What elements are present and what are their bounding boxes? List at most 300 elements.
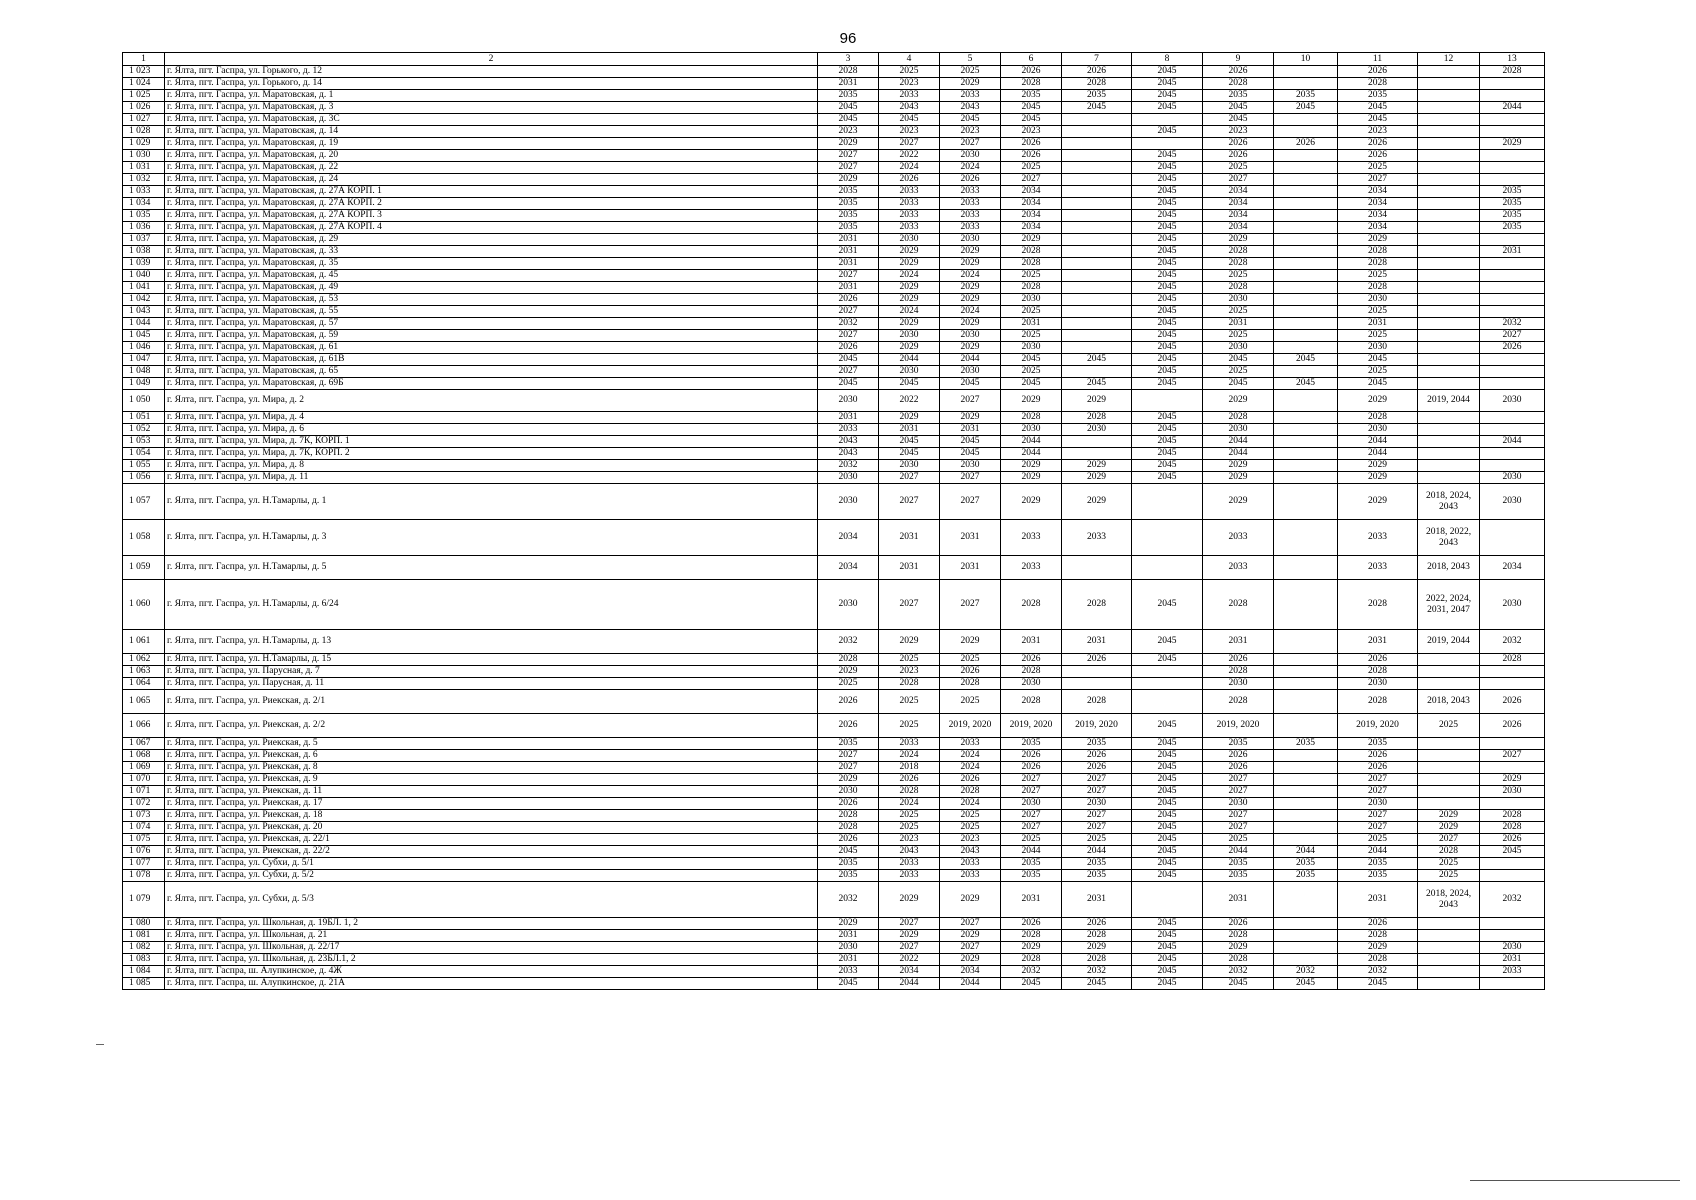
column-header: 9	[1203, 53, 1274, 66]
year-cell	[1274, 210, 1338, 222]
address-cell: г. Ялта, пгт. Гаспра, ул. Маратовская, д. 27А КОРП. 4	[165, 222, 818, 234]
year-cell: 2033	[879, 858, 940, 870]
year-cell	[1274, 750, 1338, 762]
column-header: 12	[1418, 53, 1480, 66]
year-cell: 2029	[940, 412, 1001, 424]
year-cell: 2028	[1062, 690, 1132, 714]
year-cell: 2030	[818, 472, 879, 484]
address-cell: г. Ялта, пгт. Гаспра, ул. Маратовская, д. 55	[165, 306, 818, 318]
year-cell: 2026	[1480, 714, 1545, 738]
year-cell	[1418, 234, 1480, 246]
year-cell	[1480, 126, 1545, 138]
year-cell: 2045	[1274, 354, 1338, 366]
row-number-cell: 1 065	[123, 690, 165, 714]
year-cell: 2023	[879, 126, 940, 138]
year-cell	[1274, 174, 1338, 186]
column-header: 5	[940, 53, 1001, 66]
year-cell: 2030	[940, 234, 1001, 246]
year-cell: 2045	[1338, 378, 1418, 390]
year-cell: 2044	[879, 978, 940, 990]
table-row	[123, 150, 1545, 162]
year-cell: 2027	[1203, 786, 1274, 798]
year-cell	[1274, 460, 1338, 472]
year-cell	[1062, 186, 1132, 198]
year-cell: 2028	[879, 786, 940, 798]
year-cell: 2043	[940, 846, 1001, 858]
year-cell: 2029	[879, 412, 940, 424]
year-cell: 2028	[1203, 246, 1274, 258]
year-cell: 2029	[1203, 234, 1274, 246]
year-cell: 2045	[1338, 354, 1418, 366]
year-cell	[1480, 918, 1545, 930]
year-cell: 2029	[940, 930, 1001, 942]
year-cell: 2025	[940, 822, 1001, 834]
year-cell: 2030	[1203, 294, 1274, 306]
row-number-cell: 1 039	[123, 258, 165, 270]
row-number-cell: 1 048	[123, 366, 165, 378]
year-cell: 2030	[818, 390, 879, 412]
table-row	[123, 222, 1545, 234]
year-cell	[1418, 186, 1480, 198]
year-cell: 2018, 2024, 2043	[1418, 882, 1480, 918]
year-cell	[1418, 138, 1480, 150]
year-cell: 2031	[818, 78, 879, 90]
year-cell: 2027	[1001, 810, 1062, 822]
year-cell: 2026	[1480, 690, 1545, 714]
year-cell: 2045	[1274, 978, 1338, 990]
address-cell: г. Ялта, пгт. Гаспра, ул. Риекская, д. 20	[165, 822, 818, 834]
year-cell: 2025	[818, 678, 879, 690]
year-cell	[1480, 448, 1545, 460]
year-cell: 2027	[940, 580, 1001, 630]
year-cell: 2030	[818, 786, 879, 798]
year-cell: 2035	[1062, 738, 1132, 750]
year-cell	[1274, 222, 1338, 234]
year-cell: 2031	[1480, 246, 1545, 258]
year-cell: 2033	[879, 186, 940, 198]
year-cell	[1480, 174, 1545, 186]
header-row	[123, 53, 1545, 66]
table-row	[123, 270, 1545, 282]
row-number-cell: 1 075	[123, 834, 165, 846]
year-cell: 2026	[940, 774, 1001, 786]
year-cell: 2029	[1203, 460, 1274, 472]
year-cell: 2025	[1001, 306, 1062, 318]
row-number-cell: 1 072	[123, 798, 165, 810]
year-cell: 2044	[1338, 436, 1418, 448]
table-row	[123, 138, 1545, 150]
year-cell: 2032	[818, 318, 879, 330]
year-cell: 2027	[940, 484, 1001, 520]
year-cell: 2044	[1338, 846, 1418, 858]
year-cell: 2022	[879, 150, 940, 162]
year-cell: 2045	[1132, 306, 1203, 318]
year-cell: 2045	[1132, 834, 1203, 846]
year-cell	[1062, 342, 1132, 354]
year-cell: 2033	[940, 858, 1001, 870]
address-cell: г. Ялта, пгт. Гаспра, ул. Маратовская, д. 1	[165, 90, 818, 102]
year-cell: 2028	[1480, 66, 1545, 78]
table-row	[123, 114, 1545, 126]
year-cell: 2033	[879, 738, 940, 750]
year-cell: 2031	[1001, 318, 1062, 330]
year-cell: 2045	[1132, 126, 1203, 138]
year-cell: 2026	[1338, 750, 1418, 762]
year-cell	[1480, 858, 1545, 870]
row-number-cell: 1 082	[123, 942, 165, 954]
year-cell	[1274, 424, 1338, 436]
year-cell: 2035	[818, 198, 879, 210]
year-cell: 2045	[1132, 258, 1203, 270]
year-cell: 2027	[879, 138, 940, 150]
year-cell: 2031	[818, 258, 879, 270]
year-cell: 2035	[1480, 210, 1545, 222]
year-cell: 2045	[1132, 978, 1203, 990]
year-cell: 2034	[1001, 198, 1062, 210]
year-cell	[1418, 162, 1480, 174]
address-cell: г. Ялта, пгт. Гаспра, ул. Субхи, д. 5/2	[165, 870, 818, 882]
year-cell: 2045	[1132, 448, 1203, 460]
year-cell: 2031	[1203, 318, 1274, 330]
address-cell: г. Ялта, пгт. Гаспра, ул. Мира, д. 8	[165, 460, 818, 472]
year-cell: 2032	[1001, 966, 1062, 978]
year-cell	[1274, 150, 1338, 162]
address-cell: г. Ялта, пгт. Гаспра, ул. Н.Тамарлы, д. 1	[165, 484, 818, 520]
year-cell: 2027	[1001, 774, 1062, 786]
year-cell: 2045	[1203, 378, 1274, 390]
year-cell	[1062, 150, 1132, 162]
year-cell: 2045	[1132, 246, 1203, 258]
year-cell: 2045	[1203, 114, 1274, 126]
year-cell: 2027	[1338, 174, 1418, 186]
year-cell: 2028	[818, 654, 879, 666]
year-cell: 2030	[1062, 424, 1132, 436]
year-cell: 2045	[1132, 318, 1203, 330]
year-cell: 2027	[818, 270, 879, 282]
year-cell	[1062, 234, 1132, 246]
year-cell: 2031	[1480, 954, 1545, 966]
row-number-cell: 1 083	[123, 954, 165, 966]
year-cell	[1418, 90, 1480, 102]
year-cell: 2027	[879, 472, 940, 484]
row-number-cell: 1 073	[123, 810, 165, 822]
year-cell: 2030	[1480, 942, 1545, 954]
table-row	[123, 750, 1545, 762]
year-cell: 2025	[1338, 306, 1418, 318]
column-header: 1	[123, 53, 165, 66]
year-cell: 2031	[1338, 318, 1418, 330]
row-number-cell: 1 080	[123, 918, 165, 930]
year-cell: 2026	[1338, 762, 1418, 774]
table-row	[123, 186, 1545, 198]
year-cell	[1274, 318, 1338, 330]
table-body	[123, 66, 1545, 990]
year-cell	[1274, 774, 1338, 786]
year-cell: 2044	[1001, 436, 1062, 448]
table-row	[123, 630, 1545, 654]
year-cell	[1062, 678, 1132, 690]
year-cell: 2045	[1132, 162, 1203, 174]
row-number-cell: 1 076	[123, 846, 165, 858]
year-cell: 2030	[1203, 342, 1274, 354]
row-number-cell: 1 043	[123, 306, 165, 318]
year-cell: 2045	[940, 448, 1001, 460]
year-cell: 2045	[1062, 354, 1132, 366]
year-cell: 2045	[1132, 846, 1203, 858]
year-cell	[1274, 78, 1338, 90]
year-cell: 2025	[1418, 858, 1480, 870]
year-cell: 2026	[1203, 150, 1274, 162]
table-row	[123, 930, 1545, 942]
year-cell: 2031	[940, 424, 1001, 436]
row-number-cell: 1 063	[123, 666, 165, 678]
year-cell: 2035	[1203, 738, 1274, 750]
year-cell: 2033	[1338, 520, 1418, 556]
year-cell	[1274, 556, 1338, 580]
year-cell: 2044	[1001, 448, 1062, 460]
address-cell: г. Ялта, пгт. Гаспра, ш. Алупкинское, д. 21А	[165, 978, 818, 990]
year-cell: 2045	[940, 436, 1001, 448]
row-number-cell: 1 025	[123, 90, 165, 102]
table-row	[123, 798, 1545, 810]
year-cell: 2028	[1203, 258, 1274, 270]
year-cell	[1274, 282, 1338, 294]
year-cell: 2033	[879, 198, 940, 210]
year-cell: 2027	[1062, 810, 1132, 822]
year-cell: 2029	[1062, 942, 1132, 954]
year-cell: 2028	[1338, 690, 1418, 714]
year-cell: 2033	[1338, 556, 1418, 580]
year-cell: 2027	[818, 330, 879, 342]
year-cell: 2024	[879, 798, 940, 810]
year-cell	[1418, 786, 1480, 798]
year-cell: 2031	[940, 556, 1001, 580]
year-cell	[1418, 762, 1480, 774]
year-cell: 2033	[1480, 966, 1545, 978]
year-cell: 2028	[1203, 412, 1274, 424]
year-cell: 2025	[879, 690, 940, 714]
year-cell: 2019, 2020	[1203, 714, 1274, 738]
year-cell: 2031	[1338, 630, 1418, 654]
table-row	[123, 882, 1545, 918]
year-cell: 2028	[1001, 412, 1062, 424]
year-cell: 2033	[818, 966, 879, 978]
row-number-cell: 1 038	[123, 246, 165, 258]
year-cell: 2031	[879, 520, 940, 556]
year-cell: 2028	[1338, 666, 1418, 678]
year-cell: 2030	[879, 366, 940, 378]
year-cell: 2035	[818, 738, 879, 750]
table-row	[123, 330, 1545, 342]
year-cell: 2026	[818, 342, 879, 354]
year-cell	[1418, 448, 1480, 460]
year-cell: 2027	[1338, 822, 1418, 834]
year-cell	[1062, 114, 1132, 126]
year-cell	[1274, 630, 1338, 654]
year-cell	[1274, 330, 1338, 342]
year-cell: 2033	[1001, 520, 1062, 556]
year-cell: 2026	[1001, 762, 1062, 774]
year-cell	[1274, 690, 1338, 714]
year-cell: 2028	[1062, 78, 1132, 90]
year-cell	[1480, 294, 1545, 306]
year-cell: 2025	[1203, 366, 1274, 378]
year-cell	[1418, 366, 1480, 378]
year-cell: 2033	[940, 222, 1001, 234]
year-cell: 2033	[940, 198, 1001, 210]
year-cell: 2034	[940, 966, 1001, 978]
year-cell	[1418, 424, 1480, 436]
year-cell	[1062, 198, 1132, 210]
year-cell: 2045	[1132, 366, 1203, 378]
row-number-cell: 1 026	[123, 102, 165, 114]
row-number-cell: 1 023	[123, 66, 165, 78]
address-cell: г. Ялта, пгт. Гаспра, ул. Маратовская, д. 3	[165, 102, 818, 114]
year-cell	[1418, 330, 1480, 342]
year-cell: 2018	[879, 762, 940, 774]
year-cell: 2045	[1001, 114, 1062, 126]
row-number-cell: 1 057	[123, 484, 165, 520]
table-row	[123, 102, 1545, 114]
year-cell: 2045	[1062, 102, 1132, 114]
year-cell: 2045	[1132, 294, 1203, 306]
year-cell: 2027	[1203, 822, 1274, 834]
year-cell: 2018, 2022, 2043	[1418, 520, 1480, 556]
year-cell: 2027	[1062, 786, 1132, 798]
year-cell	[1418, 246, 1480, 258]
address-cell: г. Ялта, пгт. Гаспра, ул. Маратовская, д. 61В	[165, 354, 818, 366]
year-cell	[1480, 234, 1545, 246]
year-cell: 2035	[1338, 858, 1418, 870]
address-cell: г. Ялта, пгт. Гаспра, ул. Маратовская, д. 24	[165, 174, 818, 186]
year-cell: 2028	[1480, 810, 1545, 822]
year-cell: 2032	[818, 882, 879, 918]
year-cell: 2030	[1480, 484, 1545, 520]
year-cell: 2043	[879, 102, 940, 114]
year-cell	[1274, 366, 1338, 378]
year-cell	[1480, 762, 1545, 774]
year-cell	[1418, 294, 1480, 306]
year-cell	[1418, 342, 1480, 354]
row-number-cell: 1 041	[123, 282, 165, 294]
year-cell: 2045	[1132, 750, 1203, 762]
year-cell	[1480, 424, 1545, 436]
address-cell: г. Ялта, пгт. Гаспра, ул. Маратовская, д. 61	[165, 342, 818, 354]
address-cell: г. Ялта, пгт. Гаспра, ул. Н.Тамарлы, д. 15	[165, 654, 818, 666]
year-cell	[1132, 114, 1203, 126]
year-cell	[1480, 460, 1545, 472]
year-cell	[1062, 126, 1132, 138]
year-cell	[1418, 210, 1480, 222]
year-cell: 2025	[879, 66, 940, 78]
year-cell: 2028	[1480, 822, 1545, 834]
year-cell: 2027	[1338, 810, 1418, 822]
year-cell	[1062, 246, 1132, 258]
year-cell: 2028	[1062, 412, 1132, 424]
year-cell: 2044	[879, 354, 940, 366]
year-cell: 2045	[1338, 102, 1418, 114]
year-cell	[1274, 186, 1338, 198]
year-cell: 2030	[1480, 580, 1545, 630]
year-cell: 2027	[1062, 774, 1132, 786]
year-cell: 2045	[1132, 580, 1203, 630]
year-cell: 2035	[1274, 738, 1338, 750]
year-cell: 2030	[818, 580, 879, 630]
year-cell: 2045	[1132, 858, 1203, 870]
year-cell: 2029	[1203, 472, 1274, 484]
table-row	[123, 234, 1545, 246]
year-cell: 2027	[818, 366, 879, 378]
table-row	[123, 520, 1545, 556]
table-row	[123, 390, 1545, 412]
row-number-cell: 1 033	[123, 186, 165, 198]
year-cell: 2029	[1001, 390, 1062, 412]
year-cell: 2030	[940, 460, 1001, 472]
year-cell: 2030	[940, 330, 1001, 342]
year-cell: 2027	[1001, 822, 1062, 834]
year-cell: 2045	[879, 448, 940, 460]
year-cell: 2027	[818, 762, 879, 774]
year-cell: 2024	[879, 306, 940, 318]
year-cell: 2027	[818, 306, 879, 318]
year-cell: 2045	[1132, 472, 1203, 484]
year-cell: 2028	[1203, 78, 1274, 90]
year-cell: 2029	[1418, 810, 1480, 822]
table-row	[123, 870, 1545, 882]
year-cell: 2031	[818, 412, 879, 424]
year-cell: 2029	[818, 774, 879, 786]
year-cell: 2028	[1338, 930, 1418, 942]
address-cell: г. Ялта, пгт. Гаспра, ул. Риекская, д. 2/1	[165, 690, 818, 714]
year-cell	[1062, 222, 1132, 234]
year-cell: 2026	[1203, 654, 1274, 666]
year-cell: 2029	[879, 630, 940, 654]
year-cell: 2045	[1132, 870, 1203, 882]
year-cell: 2025	[879, 654, 940, 666]
year-cell	[1418, 378, 1480, 390]
year-cell	[1274, 448, 1338, 460]
column-header: 13	[1480, 53, 1545, 66]
year-cell: 2045	[1132, 234, 1203, 246]
row-number-cell: 1 053	[123, 436, 165, 448]
table-row	[123, 666, 1545, 678]
year-cell: 2045	[1338, 114, 1418, 126]
year-cell: 2027	[1203, 810, 1274, 822]
year-cell: 2035	[1338, 90, 1418, 102]
row-number-cell: 1 068	[123, 750, 165, 762]
year-cell	[1418, 738, 1480, 750]
year-cell	[1480, 930, 1545, 942]
year-cell: 2045	[1338, 978, 1418, 990]
year-cell: 2035	[1480, 198, 1545, 210]
year-cell: 2028	[1001, 282, 1062, 294]
year-cell: 2045	[879, 114, 940, 126]
year-cell	[1418, 978, 1480, 990]
address-cell: г. Ялта, пгт. Гаспра, ул. Маратовская, д. 49	[165, 282, 818, 294]
table-row	[123, 174, 1545, 186]
year-cell: 2043	[818, 436, 879, 448]
year-cell: 2029	[1338, 390, 1418, 412]
year-cell: 2026	[1062, 66, 1132, 78]
year-cell: 2030	[940, 366, 1001, 378]
address-cell: г. Ялта, пгт. Гаспра, ул. Мира, д. 11	[165, 472, 818, 484]
year-cell: 2035	[818, 222, 879, 234]
year-cell: 2035	[818, 186, 879, 198]
year-cell	[1418, 666, 1480, 678]
year-cell: 2044	[1274, 846, 1338, 858]
year-cell	[1418, 654, 1480, 666]
year-cell: 2029	[940, 294, 1001, 306]
